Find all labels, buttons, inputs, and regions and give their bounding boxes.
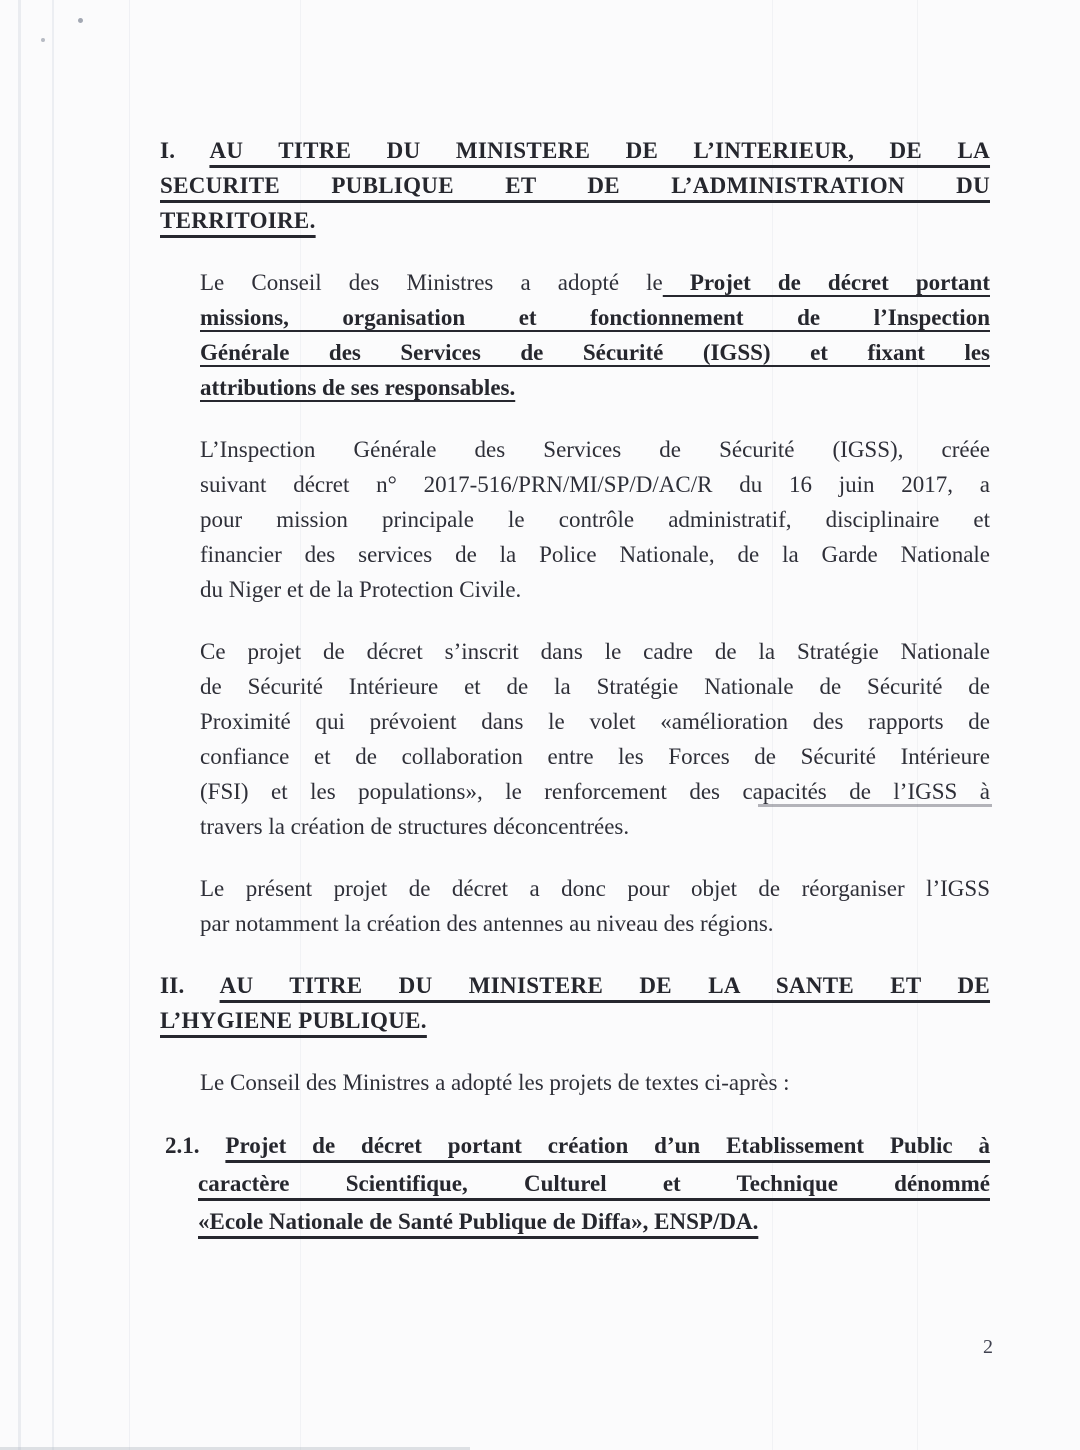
item-2-1-title-line-1: Projet de décret portant création d’un Etablissement Public à [225, 1133, 990, 1158]
heading-line [160, 968, 990, 1003]
decret-title-emphasis-line-1: Projet de décret portant [662, 270, 990, 295]
paragraph-strategie-nationale [200, 634, 990, 844]
section-ii-marker: II. [160, 973, 185, 998]
paragraph-line: travers la création de structures déconcentrées. [200, 814, 630, 839]
paragraph-igss-creation [200, 432, 990, 607]
paragraph-line: Ce projet de décret s’inscrit dans le cadre de la Stratégie Nationale [200, 639, 990, 664]
paragraph-line: L’Inspection Générale des Services de Sécurité (IGSS), créée [200, 437, 990, 462]
section-i-title-line-1: AU TITRE DU MINISTERE DE L’INTERIEUR, DE LA [209, 138, 991, 163]
paragraph-line: Le Conseil des Ministres a adopté les projets de textes ci-après : [200, 1070, 790, 1095]
paragraph-line: Le présent projet de décret a donc pour objet de réorganiser l’IGSS [200, 876, 990, 901]
section-i-title-line-2: SECURITE PUBLIQUE ET DE L’ADMINISTRATION DU [160, 173, 990, 198]
paragraph-line: suivant décret n° 2017-516/PRN/MI/SP/D/AC/R du 16 juin 2017, a [200, 472, 990, 497]
heading-line [160, 133, 990, 168]
section-ii-heading [160, 968, 990, 1038]
decret-title-emphasis-line-2: missions, organisation et fonctionnement de l’Inspection [200, 305, 990, 330]
paragraph-textes-ci-apres [200, 1065, 990, 1100]
decret-title-emphasis-line-4: attributions de ses responsables. [200, 375, 516, 400]
paragraph-line: (FSI) et les populations», le renforcement des capacités de l’IGSS à [200, 779, 990, 804]
paragraph-line: de Sécurité Intérieure et de la Stratégie Nationale de Sécurité de [200, 674, 990, 699]
paragraph-line: Proximité qui prévoient dans le volet «amélioration des rapports de [200, 709, 990, 734]
paragraph-intro: Le Conseil des Ministres a adopté le [200, 270, 663, 295]
section-i-marker: I. [160, 138, 176, 163]
item-2-1-title-line-3: «Ecole Nationale de Santé Publique de Diffa», ENSP/DA. [198, 1209, 759, 1234]
paragraph-adoption-igss [200, 265, 990, 405]
item-2-1-title-line-2: caractère Scientifique, Culturel et Technique dénommé [198, 1171, 990, 1196]
scan-speck [78, 18, 83, 23]
paragraph-line: confiance et de collaboration entre les Forces de Sécurité Intérieure [200, 744, 990, 769]
section-i-title-line-3: TERRITOIRE. [160, 208, 316, 233]
paragraph-objet-reorganisation [200, 871, 990, 941]
section-ii-title-line-1: AU TITRE DU MINISTERE DE LA SANTE ET DE [219, 973, 991, 998]
paragraph-line: financier des services de la Police Nationale, de la Garde Nationale [200, 542, 990, 567]
page-number: 2 [983, 1336, 993, 1358]
section-ii-title-line-2: L’HYGIENE PUBLIQUE. [160, 1008, 427, 1033]
paragraph-line: pour mission principale le contrôle administratif, disciplinaire et [200, 507, 990, 532]
paragraph-line [200, 265, 990, 300]
section-i-heading [160, 133, 990, 238]
decret-title-emphasis-line-3: Générale des Services de Sécurité (IGSS) et fixant les [200, 340, 990, 365]
document-body [0, 133, 1080, 1241]
paragraph-line: par notamment la création des antennes au niveau des régions. [200, 911, 774, 936]
scan-speck [41, 38, 45, 42]
item-2-1-heading [165, 1127, 990, 1241]
item-2-1-marker: 2.1. [165, 1133, 200, 1158]
paragraph-line: du Niger et de la Protection Civile. [200, 577, 522, 602]
item-heading-line [165, 1127, 990, 1165]
